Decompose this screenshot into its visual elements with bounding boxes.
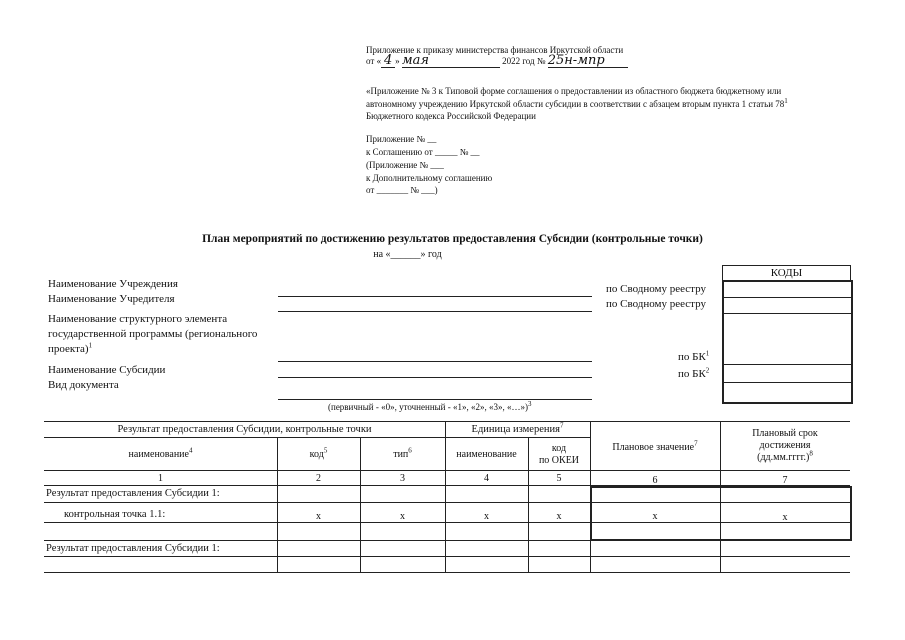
label-bk1 xyxy=(678,350,709,364)
annex-text1: «Приложение № 3 к Типовой форме соглашения о предоставлении из областного бюджета бюджетному или xyxy=(366,86,782,96)
row2-unit-name: x xyxy=(484,511,489,522)
th-term-line1: Плановый срок xyxy=(752,428,818,439)
col-num-4: 4 xyxy=(484,473,489,484)
approval-prefix: от « xyxy=(366,56,382,66)
row2-plan: x xyxy=(652,511,658,522)
label-reg2: по Сводному реестру xyxy=(606,298,706,310)
approval-number: 25н-мпр xyxy=(548,55,628,68)
label-bk2-sup: 2 xyxy=(705,366,710,375)
codes-header: КОДЫ xyxy=(770,267,803,279)
code-cell-bk1[interactable] xyxy=(722,364,851,365)
th-unit-name: наименование xyxy=(456,449,517,460)
approval-line2 xyxy=(366,55,628,68)
label-struct3-sup: 1 xyxy=(88,341,93,350)
field-line-institution[interactable] xyxy=(278,296,592,297)
th-code-sup: 5 xyxy=(323,446,328,455)
row-result-1: Результат предоставления Субсидии 1: xyxy=(46,488,220,499)
annex-app-no2: (Приложение № ___ xyxy=(366,160,444,170)
codes-header-box xyxy=(722,265,851,281)
col-num-3: 3 xyxy=(400,473,405,484)
approval-year: 2022 год № xyxy=(502,56,546,66)
label-bk2 xyxy=(678,367,709,381)
th-name-sup: 4 xyxy=(188,446,193,455)
field-line-struct[interactable] xyxy=(278,361,592,362)
th-unit-sup: 7 xyxy=(559,421,564,430)
label-bk1-sup: 1 xyxy=(705,349,710,358)
th-term-line2: достижения xyxy=(759,440,811,451)
th-plan-text: Плановое значение xyxy=(612,442,695,453)
annex-text2 xyxy=(366,98,788,110)
th-okei-line1: код xyxy=(551,443,567,454)
label-doc-type: Вид документа xyxy=(48,379,119,391)
th-okei-line2: по ОКЕИ xyxy=(538,455,580,466)
doc-type-note-sup: 3 xyxy=(528,400,532,408)
th-code xyxy=(277,446,360,461)
table-header-bottom xyxy=(44,470,850,471)
approval-mid: » xyxy=(395,56,400,66)
th-plan-sup: 7 xyxy=(694,439,698,448)
table-border-top xyxy=(44,421,850,422)
approval-day: 4 xyxy=(381,55,395,68)
label-subsidy: Наименование Субсидии xyxy=(48,364,166,376)
row-checkpoint-1-1: контрольная точка 1.1: xyxy=(64,509,166,520)
row2-okei: x xyxy=(556,511,562,522)
annex-from: от _______ № ___) xyxy=(366,185,438,195)
approval-month: мая xyxy=(402,55,500,68)
th-name-text: наименование xyxy=(128,449,189,460)
th-term-line3-text: (дд.мм.гггг.) xyxy=(757,452,810,463)
field-line-doc-type[interactable] xyxy=(278,399,592,400)
th-name xyxy=(44,446,277,461)
col-num-6: 6 xyxy=(652,475,658,486)
th-plan xyxy=(590,439,720,454)
th-code-text: код xyxy=(309,449,324,460)
doc-type-note xyxy=(328,401,532,413)
th-type xyxy=(360,446,445,461)
label-bk1-text: по БК xyxy=(678,351,706,363)
th-unit-text: Единица измерения xyxy=(471,424,560,435)
table-row3-bottom xyxy=(44,556,850,557)
annex-agreement: к Соглашению от _____ № __ xyxy=(366,147,480,157)
row-result-1-repeat: Результат предоставления Субсидии 1: xyxy=(46,543,220,554)
codes-box xyxy=(722,280,853,404)
label-reg1: по Сводному реестру xyxy=(606,283,706,295)
col-num-2: 2 xyxy=(316,473,321,484)
th-okei xyxy=(528,443,590,467)
th-term-line3-sup: 8 xyxy=(809,449,813,458)
field-line-founder[interactable] xyxy=(278,311,592,312)
table-col-sep-3 xyxy=(445,421,446,572)
annex-text3: Бюджетного кодекса Российской Федерации xyxy=(366,111,536,121)
th-term xyxy=(720,428,850,464)
doc-type-note-text: (первичный - «0», уточненный - «1», «2», «3», «…») xyxy=(328,402,528,412)
th-type-sup: 6 xyxy=(408,446,412,455)
code-cell-bk2[interactable] xyxy=(722,382,851,383)
page-subtitle: на «______» год xyxy=(373,249,442,260)
label-struct3-text: проекта) xyxy=(48,343,89,355)
annex-add-agreement: к Дополнительному соглашению xyxy=(366,173,493,183)
page-title: План мероприятий по достижению результатов предоставления Субсидии (контрольные точки) xyxy=(202,233,703,245)
label-struct1: Наименование структурного элемента xyxy=(48,313,228,325)
annex-text2-main: автономному учреждению Иркутской области субсидии в соответствии с абзацем вторым пункта 1 статьи 78 xyxy=(366,99,785,109)
annex-app-no: Приложение № __ xyxy=(366,134,437,144)
code-cell-reg1[interactable] xyxy=(722,297,851,298)
label-struct3 xyxy=(48,342,92,356)
table-row4-bottom xyxy=(44,572,850,573)
col-num-5: 5 xyxy=(556,473,562,484)
label-bk2-text: по БК xyxy=(678,368,706,380)
row2-code: x xyxy=(316,511,321,522)
th-unit xyxy=(445,421,590,436)
table-header-sep xyxy=(44,437,590,438)
row2-type: x xyxy=(400,511,405,522)
annex-text2-sup: 1 xyxy=(784,97,788,105)
th-term-line3 xyxy=(720,449,850,464)
col-num-1: 1 xyxy=(158,473,163,484)
label-founder: Наименование Учредителя xyxy=(48,293,175,305)
approval-line1: Приложение к приказу министерства финансов Иркутской области xyxy=(366,45,624,55)
row2-term: x xyxy=(782,512,788,523)
label-struct2: государственной программы (регионального xyxy=(48,328,258,340)
th-type-text: тип xyxy=(393,449,409,460)
field-line-subsidy[interactable] xyxy=(278,377,592,378)
col-num-7: 7 xyxy=(782,475,788,486)
code-cell-reg2[interactable] xyxy=(722,313,851,314)
th-result: Результат предоставления Субсидии, контрольные точки xyxy=(117,424,372,435)
label-institution: Наименование Учреждения xyxy=(48,278,178,290)
